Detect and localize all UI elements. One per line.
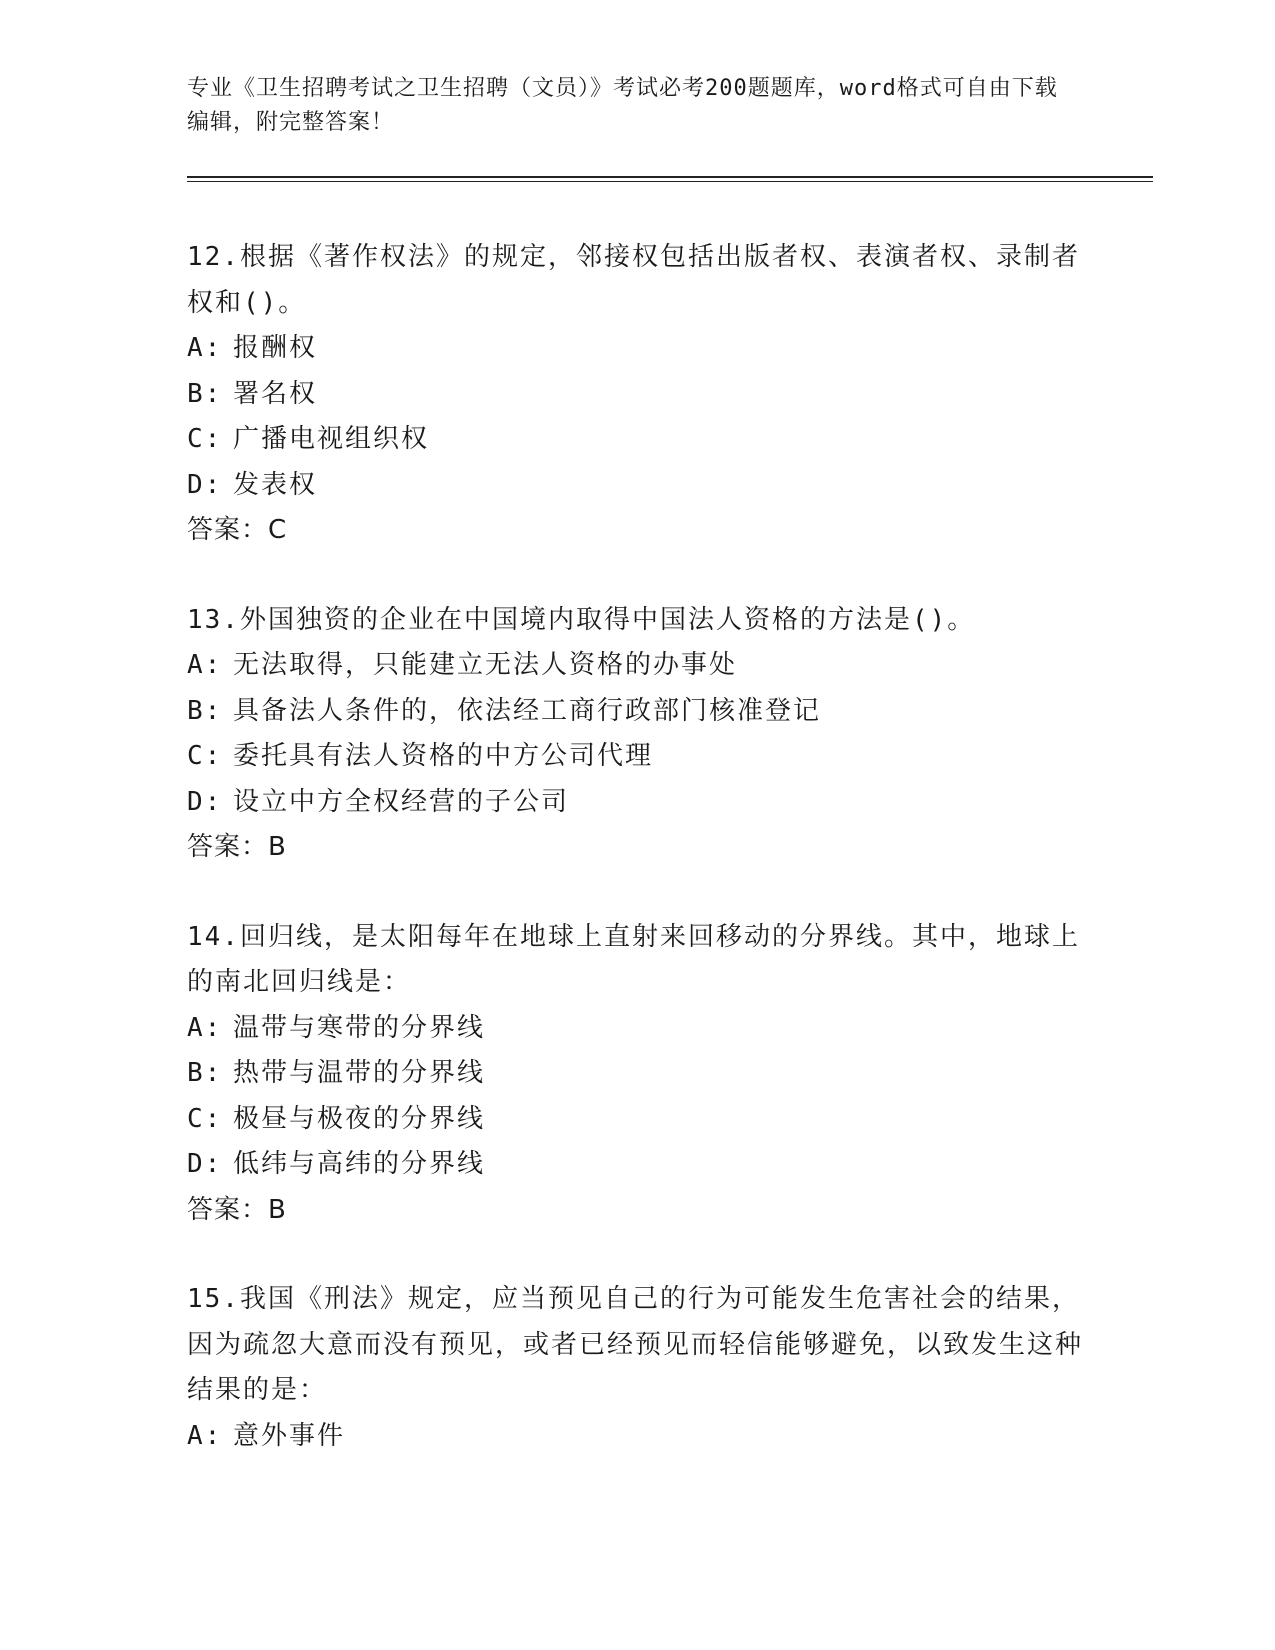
- answer-line: 答案：B: [187, 832, 287, 862]
- option-d: [187, 463, 1087, 509]
- option-b: [187, 372, 1087, 418]
- option-letter: A:: [187, 650, 223, 680]
- option-d: [187, 1142, 1087, 1188]
- option-text: 热带与温带的分界线: [233, 1058, 486, 1088]
- option-letter: A:: [187, 1420, 223, 1451]
- option-letter: C:: [187, 1103, 223, 1134]
- answer-line: 答案：B: [187, 1194, 287, 1225]
- option-a: [187, 643, 1087, 689]
- option-a: [187, 326, 1087, 372]
- option-c: [187, 417, 1087, 463]
- option-letter: A:: [187, 1012, 223, 1043]
- question-stem: 14.回归线，是太阳每年在地球上直射来回移动的分界线。其中，地球上的南北回归线是：: [187, 921, 1080, 997]
- option-text: 设立中方全权经营的子公司: [233, 786, 570, 817]
- option-letter: D:: [187, 1149, 223, 1179]
- question-15: [187, 1277, 1087, 1459]
- question-12: [187, 235, 1087, 554]
- question-stem: 13.外国独资的企业在中国境内取得中国法人资格的方法是()。: [187, 604, 976, 635]
- option-d: [187, 780, 1087, 826]
- option-letter: D:: [187, 786, 223, 817]
- option-a: [187, 1006, 1087, 1052]
- question-stem: 12.根据《著作权法》的规定，邻接权包括出版者权、表演者权、录制者权和()。: [187, 242, 1080, 318]
- option-letter: B:: [187, 1058, 223, 1088]
- option-c: [187, 734, 1087, 780]
- option-text: 极昼与极夜的分界线: [233, 1103, 486, 1134]
- header-divider: [187, 176, 1153, 183]
- question-stem: 15.我国《刑法》规定，应当预见自己的行为可能发生危害社会的结果，因为疏忽大意而没有预见，或者已经预见而轻信能够避免，以致发生这种结果的是：: [187, 1284, 1084, 1405]
- option-text: 低纬与高纬的分界线: [233, 1149, 486, 1179]
- option-letter: D:: [187, 469, 223, 500]
- answer-line: 答案：C: [187, 515, 288, 545]
- option-a: [187, 1414, 1087, 1460]
- document-header: 专业《卫生招聘考试之卫生招聘（文员）》考试必考200题题库，word格式可自由下载编辑，附完整答案！: [187, 76, 1058, 135]
- option-letter: B:: [187, 378, 223, 409]
- question-13: [187, 598, 1087, 871]
- option-letter: B:: [187, 695, 223, 726]
- option-text: 署名权: [233, 378, 318, 409]
- option-b: [187, 689, 1087, 735]
- divider-thick-line: [187, 176, 1153, 178]
- option-text: 广播电视组织权: [233, 424, 430, 454]
- question-14: [187, 915, 1087, 1234]
- divider-thin-line: [187, 181, 1153, 182]
- option-text: 意外事件: [233, 1420, 346, 1451]
- option-text: 委托具有法人资格的中方公司代理: [233, 741, 654, 771]
- option-text: 具备法人条件的，依法经工商行政部门核准登记: [233, 695, 822, 726]
- option-text: 发表权: [233, 469, 318, 500]
- option-letter: A:: [187, 333, 223, 363]
- option-text: 报酬权: [233, 333, 318, 363]
- option-text: 温带与寒带的分界线: [233, 1012, 486, 1043]
- option-c: [187, 1097, 1087, 1143]
- option-text: 无法取得，只能建立无法人资格的办事处: [233, 650, 738, 680]
- option-b: [187, 1051, 1087, 1097]
- question-list: [187, 235, 1087, 1503]
- option-letter: C:: [187, 424, 223, 454]
- option-letter: C:: [187, 741, 223, 771]
